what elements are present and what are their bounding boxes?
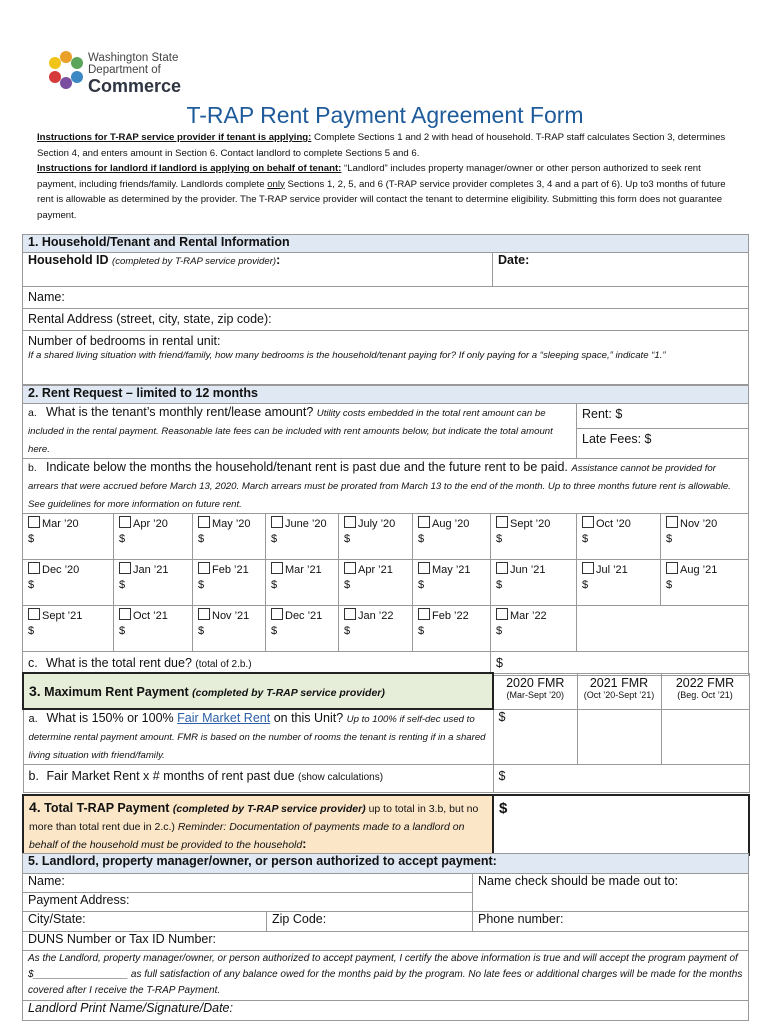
section-4-title: Total T-RAP Payment: [44, 801, 170, 815]
month-cell[interactable]: [114, 606, 193, 652]
month-checkbox[interactable]: [198, 608, 210, 620]
month-amount-dollar: $: [666, 533, 673, 545]
month-label: Feb ’22: [432, 610, 469, 622]
month-label: Jun ’21: [510, 564, 546, 576]
fmr-calc-dollar: $: [498, 769, 506, 783]
fmr-2022-label: 2022 FMR: [675, 675, 735, 690]
row-a-label: a.: [28, 407, 37, 419]
section-5-header: 5. Landlord, property manager/owner, or person authorized to accept payment:: [23, 854, 749, 874]
section-2-table: [22, 385, 749, 676]
phone-number-field[interactable]: [473, 912, 749, 932]
fmr-question-part2: on this Unit?: [270, 711, 344, 725]
logo-text: [88, 52, 181, 96]
landlord-name-field[interactable]: [23, 874, 473, 893]
month-cell[interactable]: [266, 514, 339, 560]
month-label: Dec ’21: [285, 610, 323, 622]
monthly-rent-label: What is the tenant’s monthly rent/lease amount?: [46, 405, 314, 419]
month-cell[interactable]: [339, 606, 413, 652]
fmr-2022-field[interactable]: [661, 709, 749, 765]
month-label: Apr ’21: [358, 564, 393, 576]
section-4-text2: Reminder: Documentation of payments made to a landlord on behalf of the household must be provided to the household: [29, 821, 465, 851]
month-amount-dollar: $: [28, 625, 35, 637]
fmr-2021-field[interactable]: [577, 709, 661, 765]
month-checkbox[interactable]: [496, 608, 508, 620]
section-1-table: [22, 234, 749, 385]
section-3-title: Maximum Rent Payment: [44, 685, 189, 699]
month-cell[interactable]: [577, 560, 661, 606]
month-amount-dollar: $: [119, 533, 126, 545]
month-cell[interactable]: [193, 560, 266, 606]
month-checkbox[interactable]: [418, 516, 430, 528]
section-3-number: 3.: [29, 683, 41, 699]
month-cell[interactable]: [491, 560, 577, 606]
month-checkbox[interactable]: [344, 608, 356, 620]
month-checkbox[interactable]: [344, 562, 356, 574]
month-label: Sept ’21: [42, 610, 83, 622]
fmr-2022-header: [661, 673, 749, 709]
household-id-note: (completed by T-RAP service provider): [112, 256, 277, 267]
month-amount-dollar: $: [198, 579, 205, 591]
fmr-calc-field[interactable]: [493, 765, 749, 793]
landlord-only: only: [267, 178, 285, 190]
month-label: Jan ’22: [358, 610, 394, 622]
month-label: Aug ’21: [680, 564, 718, 576]
landlord-instructions-text-b: Sections 1, 2, 5, and 6 (T-RAP service provider completes 3, 4 and a part of 6). Up to3 months of future rent is allowable as determined by the provider. The T-RAP service provider will contact the tenant to determine eligibility. Submitting this form does not guarantee payment.: [37, 178, 726, 221]
payment-address-field[interactable]: [23, 893, 473, 912]
section-3-note: (completed by T-RAP service provider): [192, 687, 385, 699]
month-label: Aug ’20: [432, 518, 470, 530]
month-amount-dollar: $: [119, 625, 126, 637]
household-id-colon: :: [276, 253, 281, 267]
months-row-3: [23, 606, 749, 652]
month-amount-dollar: $: [344, 625, 351, 637]
month-checkbox[interactable]: [198, 562, 210, 574]
month-amount-dollar: $: [666, 579, 673, 591]
provider-instructions-label: Instructions for T-RAP service provider if tenant is applying:: [37, 132, 312, 143]
fmr-2020-label: 2020 FMR: [506, 675, 565, 690]
check-name-field[interactable]: [473, 874, 749, 912]
provider-instructions-text: Complete Sections 1 and 2 with head of household. T-RAP staff calculates Section 3, determines Section 4, and enters amount in Section 6. Contact landlord to complete Sections 5 and 6.: [37, 132, 726, 159]
duns-field[interactable]: [23, 932, 749, 951]
date-field[interactable]: [493, 253, 749, 287]
logo-line3: Commerce: [88, 76, 182, 96]
months-question: [23, 459, 749, 514]
month-amount-dollar: $: [271, 625, 278, 637]
months-note: Assistance cannot be provided for arrears that were accrued before March 13, 2020. March arrears must be prorated from March 13 to the end of the month. Up to three months future rent is allowable. See guidelines for more information on future rent.: [28, 463, 731, 510]
month-cell[interactable]: [339, 514, 413, 560]
tenant-name-label: Name:: [28, 290, 65, 304]
month-label: Dec ’20: [42, 564, 80, 576]
section-5-table: [22, 853, 749, 1021]
month-checkbox[interactable]: [582, 516, 594, 528]
fmr-calc-question: [23, 765, 493, 793]
duns-label: DUNS Number or Tax ID Number:: [28, 932, 217, 946]
household-id-field[interactable]: [23, 253, 493, 287]
fmr-2021-sub: (Oct ’20-Sept ’21): [583, 689, 655, 700]
payment-address-label: Payment Address:: [28, 893, 130, 907]
total-rent-label: What is the total rent due?: [46, 656, 192, 670]
month-label: Jul ’21: [596, 564, 628, 576]
section-4-note: (completed by T-RAP service provider): [172, 803, 366, 815]
fmr-calc-label: Fair Market Rent x # months of rent past due: [46, 769, 295, 783]
month-cell[interactable]: [413, 514, 491, 560]
month-amount-dollar: $: [418, 533, 425, 545]
month-cell[interactable]: [413, 606, 491, 652]
month-label: Feb ’21: [212, 564, 249, 576]
month-amount-dollar: $: [271, 579, 278, 591]
city-state-field[interactable]: [23, 912, 267, 932]
row-3b-label: b.: [28, 769, 39, 783]
empty-month-cell: [577, 606, 749, 652]
landlord-instructions-text-a: “Landlord” includes property manager/owner or other person authorized to seek rent payment, including friends/family. Landlords complete: [37, 163, 701, 190]
month-checkbox[interactable]: [28, 608, 40, 620]
month-checkbox[interactable]: [28, 562, 40, 574]
month-cell[interactable]: [661, 560, 749, 606]
fmr-2022-sub: (Beg. Oct ’21): [677, 689, 733, 700]
month-checkbox[interactable]: [418, 562, 430, 574]
month-amount-dollar: $: [28, 533, 35, 545]
logo-line1: Washington State: [88, 52, 179, 64]
month-amount-dollar: $: [271, 533, 278, 545]
month-amount-dollar: $: [496, 533, 503, 545]
signature-field[interactable]: [23, 1001, 749, 1021]
rent-amount-label: Rent: $: [582, 407, 623, 421]
month-label: Oct ’21: [133, 610, 168, 622]
month-cell[interactable]: [114, 514, 193, 560]
fmr-2021-label: 2021 FMR: [589, 675, 649, 690]
month-checkbox[interactable]: [271, 562, 283, 574]
section-2-header: 2. Rent Request – limited to 12 months: [23, 386, 749, 404]
month-amount-dollar: $: [198, 533, 205, 545]
row-b-label: b.: [28, 462, 37, 474]
monthly-rent-question: [23, 404, 577, 459]
monthly-rent-note: Utility costs embedded in the total rent amount can be included in the rental payment. Reasonable late fees can be included with rent amounts below, but indicate the total amount here.: [28, 408, 553, 455]
rental-address-label: Rental Address (street, city, state, zip code):: [28, 312, 272, 326]
month-amount-dollar: $: [582, 533, 589, 545]
month-label: July ’20: [358, 518, 396, 530]
month-amount-dollar: $: [418, 625, 425, 637]
fmr-question-part1: What is 150% or 100%: [46, 711, 178, 725]
month-cell[interactable]: [266, 606, 339, 652]
landlord-name-label: Name:: [28, 874, 65, 888]
month-checkbox[interactable]: [271, 608, 283, 620]
month-cell[interactable]: [23, 606, 114, 652]
month-label: June ’20: [285, 518, 327, 530]
fmr-2020-sub: (Mar-Sept ’20): [506, 689, 564, 700]
month-amount-dollar: $: [582, 579, 589, 591]
month-label: Mar ’22: [510, 610, 547, 622]
month-label: May ’21: [432, 564, 471, 576]
fmr-note: Up to 100% if self-dec used to determine rental payment amount. FMR is based on the number of rooms the tenant is renting if in a shared living situation with friend/family.: [28, 714, 486, 761]
fmr-2020-header: [493, 673, 577, 709]
month-cell[interactable]: [661, 514, 749, 560]
page-title: T-RAP Rent Payment Agreement Form: [186, 102, 584, 128]
certification-text: As the Landlord, property manager/owner, or person authorized to accept payment, I certify the above information is true and will accept the program payment of $_________________ as full satisfaction of any balance owed for the months paid by the program. No late fees or additional charges will be made for the months covered after I receive the T-RAP Payment.: [23, 951, 749, 1001]
total-payment-dollar: $: [499, 800, 508, 817]
month-cell[interactable]: [114, 560, 193, 606]
months-row-2: [23, 560, 749, 606]
check-name-label: Name check should be made out to:: [478, 874, 679, 888]
landlord-instructions-label: Instructions for landlord if landlord is applying on behalf of tenant:: [37, 163, 342, 174]
month-checkbox[interactable]: [418, 608, 430, 620]
fmr-question: [23, 709, 493, 765]
month-checkbox[interactable]: [198, 516, 210, 528]
month-amount-dollar: $: [119, 579, 126, 591]
total-rent-note: (total of 2.b.): [195, 659, 252, 670]
bedrooms-field[interactable]: [23, 331, 749, 385]
fair-market-rent-link[interactable]: Fair Market Rent: [177, 711, 271, 725]
zip-code-label: Zip Code:: [272, 912, 327, 926]
household-id-label: Household ID: [28, 253, 109, 267]
date-label: Date:: [498, 253, 530, 267]
fmr-2021-header: [577, 673, 661, 709]
zip-code-field[interactable]: [267, 912, 473, 932]
bedrooms-label: Number of bedrooms in rental unit:: [28, 334, 221, 348]
section-1-header: 1. Household/Tenant and Rental Information: [23, 235, 749, 253]
month-cell[interactable]: [193, 606, 266, 652]
month-label: Mar ’21: [285, 564, 322, 576]
section-4-text1: up to total in 3.b, but no more than total rent due in 2.c.): [29, 803, 479, 833]
month-checkbox[interactable]: [28, 516, 40, 528]
rent-amounts: [577, 404, 749, 459]
late-fees-label: Late Fees: $: [582, 432, 652, 446]
month-checkbox[interactable]: [119, 516, 131, 528]
section-4-table: [22, 794, 750, 856]
month-cell[interactable]: [491, 606, 577, 652]
month-label: Mar ’20: [42, 518, 79, 530]
section-4-number: 4.: [29, 799, 41, 815]
month-checkbox[interactable]: [496, 516, 508, 528]
month-amount-dollar: $: [344, 579, 351, 591]
total-payment-field[interactable]: [493, 795, 749, 855]
month-label: Oct ’20: [596, 518, 631, 530]
rental-address-field[interactable]: [23, 309, 749, 331]
month-amount-dollar: $: [496, 579, 503, 591]
tenant-name-field[interactable]: [23, 287, 749, 309]
month-cell[interactable]: [413, 560, 491, 606]
month-checkbox[interactable]: [666, 562, 678, 574]
month-label: May ’20: [212, 518, 251, 530]
month-amount-dollar: $: [496, 625, 503, 637]
month-checkbox[interactable]: [582, 562, 594, 574]
month-checkbox[interactable]: [271, 516, 283, 528]
logo-line2: Department of: [88, 64, 161, 76]
month-cell[interactable]: [577, 514, 661, 560]
month-label: Nov ’21: [212, 610, 250, 622]
month-label: Apr ’20: [133, 518, 168, 530]
total-rent-dollar: $: [496, 656, 503, 670]
month-checkbox[interactable]: [496, 562, 508, 574]
signature-label: Landlord Print Name/Signature/Date:: [28, 1001, 233, 1015]
section-4-colon: :: [302, 837, 307, 851]
section-3-header: [23, 673, 493, 709]
month-label: Jan ’21: [133, 564, 169, 576]
month-cell[interactable]: [23, 560, 114, 606]
months-row-1: [23, 514, 749, 560]
month-amount-dollar: $: [28, 579, 35, 591]
phone-number-label: Phone number:: [478, 912, 564, 926]
month-cell[interactable]: [193, 514, 266, 560]
month-cell[interactable]: [339, 560, 413, 606]
row-c-label: c.: [28, 656, 38, 670]
month-amount-dollar: $: [418, 579, 425, 591]
rent-amount-field[interactable]: [577, 404, 748, 429]
month-cell[interactable]: [491, 514, 577, 560]
month-cell[interactable]: [266, 560, 339, 606]
month-cell[interactable]: [23, 514, 114, 560]
bedrooms-note: If a shared living situation with friend/family, how many bedrooms is the household/tenant paying for? If only paying for a “sleeping space,” indicate “1.”: [28, 350, 666, 361]
city-state-label: City/State:: [28, 912, 86, 926]
instructions: [37, 130, 737, 223]
month-label: Nov ’20: [680, 518, 718, 530]
month-checkbox[interactable]: [666, 516, 678, 528]
row-3a-label: a.: [28, 713, 38, 725]
month-label: Sept ’20: [510, 518, 551, 530]
month-amount-dollar: $: [198, 625, 205, 637]
section-4-description: [23, 795, 493, 855]
late-fees-field[interactable]: [577, 429, 748, 449]
fmr-2020-dollar: $: [498, 709, 506, 724]
fmr-2020-field[interactable]: [493, 709, 577, 765]
section-3-table: [22, 672, 750, 793]
month-checkbox[interactable]: [344, 516, 356, 528]
month-checkbox[interactable]: [119, 562, 131, 574]
month-amount-dollar: $: [344, 533, 351, 545]
months-label: Indicate below the months the household/tenant rent is past due and the future rent to be paid.: [46, 460, 568, 474]
fmr-calc-note: (show calculations): [298, 772, 384, 783]
month-checkbox[interactable]: [119, 608, 131, 620]
